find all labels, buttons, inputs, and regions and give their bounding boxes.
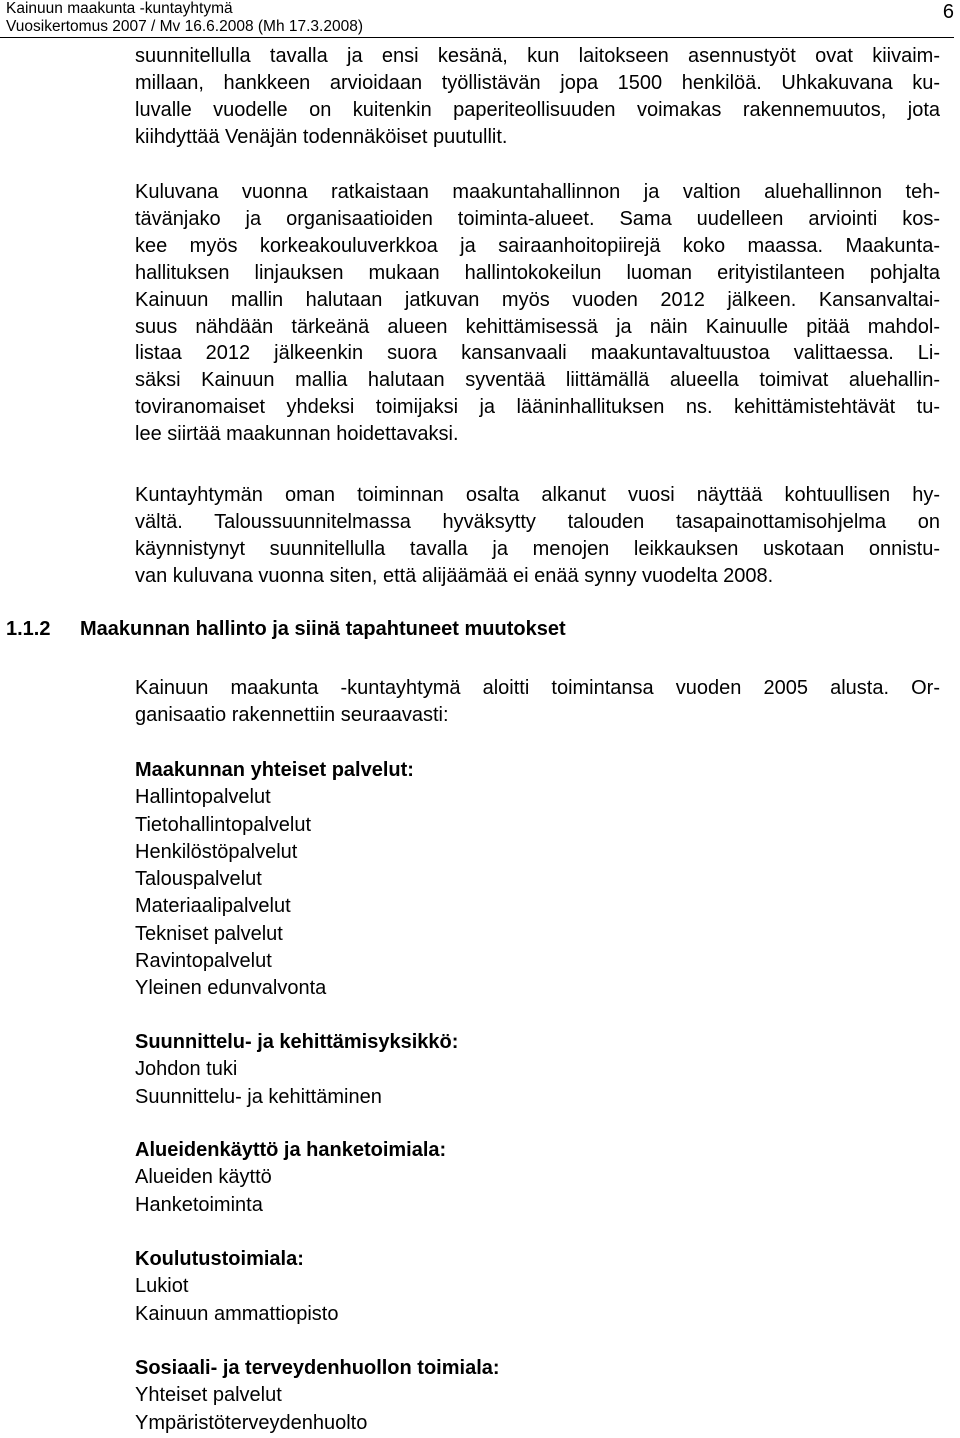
text-line: lee siirtää maakunnan hoidettavaksi. bbox=[135, 423, 459, 446]
text-line: toviranomaiset yhdeksi toimijaksi ja lääninhallituksen ns. kehittämistehtävät tu- bbox=[135, 396, 940, 419]
org-group-3 bbox=[135, 1137, 835, 1219]
org-unit-item: Ravintopalvelut bbox=[135, 950, 272, 973]
text-line: kiihdyttää Venäjän todennäköiset puutullit. bbox=[135, 125, 508, 148]
text-line: käynnistynyt suunnitellulla tavalla ja menojen leikkauksen uskotaan onnistu- bbox=[135, 537, 940, 560]
text-line: suus nähdään tärkeänä alueen kehittämisessä ja näin Kainuulle pitää mahdol- bbox=[135, 315, 940, 338]
text-line: listaa 2012 jälkeenkin suora kansanvaali maakuntavaltuustoa valittaessa. Li- bbox=[135, 342, 940, 365]
text-line: luvalle vuodelle on kuitenkin paperiteollisuuden voimakas rakennemuutos, jota bbox=[135, 98, 940, 121]
org-group-title: Suunnittelu- ja kehittämisyksikkö: bbox=[135, 1031, 459, 1053]
org-unit-item: Yleinen edunvalvonta bbox=[135, 977, 327, 1000]
paragraph-3 bbox=[135, 482, 940, 590]
org-group-title: Maakunnan yhteiset palvelut: bbox=[135, 759, 414, 781]
paragraph-1 bbox=[135, 43, 940, 151]
page-number: 6 bbox=[942, 1, 954, 23]
text-line: suunnitellulla tavalla ja ensi kesänä, kun laitokseen asennustyöt ovat kiivaim- bbox=[135, 45, 940, 67]
header-organization: Kainuun maakunta -kuntayhtymä bbox=[6, 0, 233, 17]
section-title: Maakunnan hallinto ja siinä tapahtuneet muutokset bbox=[80, 618, 566, 640]
text-line: Kuntayhtymän oman toiminnan osalta alkanut vuosi näyttää kohtuullisen hy- bbox=[135, 484, 940, 506]
org-unit-item: Talouspalvelut bbox=[135, 868, 262, 891]
org-group-title: Sosiaali- ja terveydenhuollon toimiala: bbox=[135, 1357, 500, 1379]
text-line: millaan, hankkeen arvioidaan työllistävän jopa 1500 henkilöä. Uhkakuvana ku- bbox=[135, 71, 940, 94]
header-divider bbox=[0, 37, 954, 38]
text-line: Kainuun maakunta -kuntayhtymä aloitti toimintansa vuoden 2005 alusta. Or- bbox=[135, 677, 940, 699]
section-heading bbox=[6, 614, 906, 644]
intro-paragraph bbox=[135, 675, 940, 729]
org-group-4 bbox=[135, 1246, 835, 1328]
org-group-1 bbox=[135, 757, 835, 1003]
text-line: tävänjako ja organisaatioiden toiminta-alueet. Sama uudelleen arviointi kos- bbox=[135, 207, 940, 230]
org-unit-item: Materiaalipalvelut bbox=[135, 895, 291, 918]
org-unit-item: Tietohallintopalvelut bbox=[135, 813, 312, 836]
org-unit-item: Yhteiset palvelut bbox=[135, 1384, 282, 1407]
org-unit-item: Suunnittelu- ja kehittäminen bbox=[135, 1085, 382, 1108]
org-unit-item: Alueiden käyttö bbox=[135, 1166, 272, 1189]
section-number: 1.1.2 bbox=[6, 618, 51, 640]
org-unit-item: Hallintopalvelut bbox=[135, 786, 271, 809]
text-line: Kainuun mallin halutaan jatkuvan myös vuoden 2012 jälkeen. Kansanvaltai- bbox=[135, 288, 940, 311]
org-unit-item: Lukiot bbox=[135, 1275, 189, 1298]
header-document-title: Vuosikertomus 2007 / Mv 16.6.2008 (Mh 17.3.2008) bbox=[6, 18, 363, 35]
org-group-2 bbox=[135, 1029, 835, 1111]
org-unit-item: Johdon tuki bbox=[135, 1058, 238, 1081]
org-group-5 bbox=[135, 1355, 835, 1437]
org-group-title: Koulutustoimiala: bbox=[135, 1248, 304, 1270]
org-unit-item: Henkilöstöpalvelut bbox=[135, 840, 298, 863]
text-line: kee myös korkeakouluverkkoa ja sairaanhoitopiirejä koko maassa. Maakunta- bbox=[135, 234, 940, 257]
org-unit-item: Kainuun ammattiopisto bbox=[135, 1302, 339, 1325]
org-group-title: Alueidenkäyttö ja hanketoimiala: bbox=[135, 1139, 447, 1161]
text-line: ganisaatio rakennettiin seuraavasti: bbox=[135, 703, 449, 726]
org-unit-item: Hanketoiminta bbox=[135, 1193, 263, 1216]
text-line: hallituksen linjauksen mukaan hallintokokeilun luoman erityistilanteen pohjalta bbox=[135, 261, 940, 284]
org-unit-item: Ympäristöterveydenhuolto bbox=[135, 1411, 368, 1434]
org-unit-item: Tekniset palvelut bbox=[135, 922, 283, 945]
text-line: vältä. Taloussuunnitelmassa hyväksytty talouden tasapainottamisohjelma on bbox=[135, 510, 940, 533]
text-line: van kuluvana vuonna siten, että alijäämää ei enää synny vuodelta 2008. bbox=[135, 564, 774, 587]
text-line: säksi Kainuun mallia halutaan syventää liittämällä alueella toimivat aluehallin- bbox=[135, 369, 940, 392]
paragraph-2 bbox=[135, 179, 940, 448]
running-header bbox=[6, 0, 363, 36]
text-line: Kuluvana vuonna ratkaistaan maakuntahallinnon ja valtion aluehallinnon teh- bbox=[135, 181, 940, 203]
